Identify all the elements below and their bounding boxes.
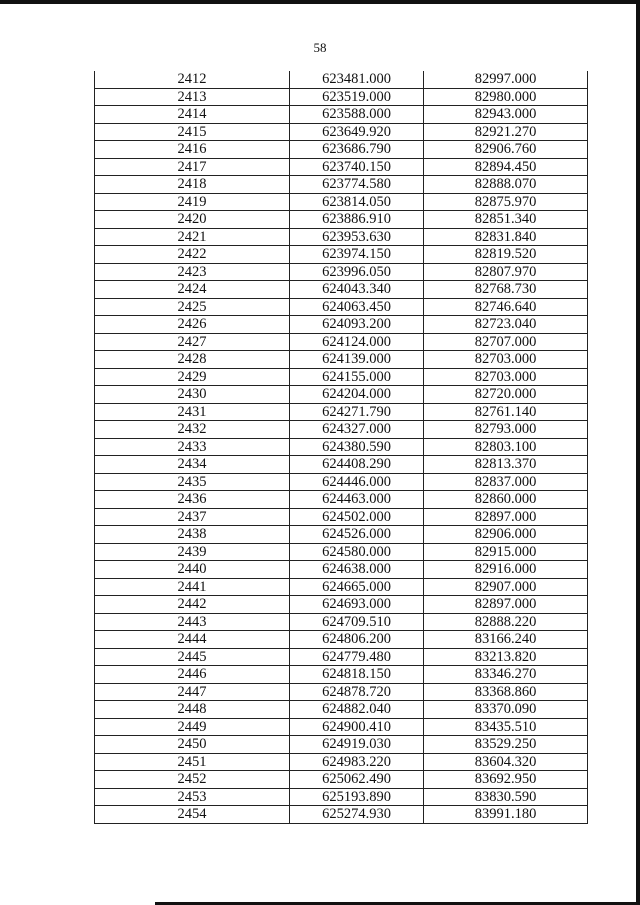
y-coordinate-cell: 83991.180: [424, 806, 588, 824]
point-number-cell: 2429: [95, 368, 290, 386]
x-coordinate-cell: 624693.000: [290, 596, 424, 614]
table-row: [95, 246, 588, 264]
point-number-cell: 2428: [95, 351, 290, 369]
x-coordinate-cell: 624063.450: [290, 298, 424, 316]
y-coordinate-cell: 82761.140: [424, 403, 588, 421]
point-number-cell: 2413: [95, 88, 290, 106]
table-row: [95, 281, 588, 299]
table-row: [95, 596, 588, 614]
y-coordinate-cell: 82851.340: [424, 211, 588, 229]
x-coordinate-cell: 624463.000: [290, 491, 424, 509]
x-coordinate-cell: 624709.510: [290, 613, 424, 631]
table-row: [95, 438, 588, 456]
table-row: [95, 123, 588, 141]
table-row: [95, 788, 588, 806]
x-coordinate-cell: 625274.930: [290, 806, 424, 824]
point-number-cell: 2424: [95, 281, 290, 299]
y-coordinate-cell: 82831.840: [424, 228, 588, 246]
point-number-cell: 2448: [95, 701, 290, 719]
table-row: [95, 71, 588, 88]
y-coordinate-cell: 82723.040: [424, 316, 588, 334]
y-coordinate-cell: 82888.220: [424, 613, 588, 631]
x-coordinate-cell: 624271.790: [290, 403, 424, 421]
x-coordinate-cell: 623886.910: [290, 211, 424, 229]
y-coordinate-cell: 83166.240: [424, 631, 588, 649]
y-coordinate-cell: 82803.100: [424, 438, 588, 456]
table-row: [95, 368, 588, 386]
y-coordinate-cell: 82906.760: [424, 141, 588, 159]
page-number: 58: [313, 40, 327, 55]
point-number-cell: 2425: [95, 298, 290, 316]
y-coordinate-cell: 82875.970: [424, 193, 588, 211]
table-row: [95, 771, 588, 789]
point-number-cell: 2417: [95, 158, 290, 176]
y-coordinate-cell: 83346.270: [424, 666, 588, 684]
point-number-cell: 2450: [95, 736, 290, 754]
x-coordinate-cell: 624155.000: [290, 368, 424, 386]
point-number-cell: 2436: [95, 491, 290, 509]
coordinates-table: [94, 71, 588, 824]
y-coordinate-cell: 82813.370: [424, 456, 588, 474]
point-number-cell: 2426: [95, 316, 290, 334]
table-row: [95, 193, 588, 211]
point-number-cell: 2440: [95, 561, 290, 579]
table-row: [95, 351, 588, 369]
point-number-cell: 2418: [95, 176, 290, 194]
point-number-cell: 2431: [95, 403, 290, 421]
x-coordinate-cell: 623740.150: [290, 158, 424, 176]
point-number-cell: 2438: [95, 526, 290, 544]
table-row: [95, 456, 588, 474]
x-coordinate-cell: 625062.490: [290, 771, 424, 789]
x-coordinate-cell: 624093.200: [290, 316, 424, 334]
x-coordinate-cell: 624043.340: [290, 281, 424, 299]
y-coordinate-cell: 83604.320: [424, 753, 588, 771]
point-number-cell: 2419: [95, 193, 290, 211]
table-row: [95, 631, 588, 649]
point-number-cell: 2446: [95, 666, 290, 684]
y-coordinate-cell: 82837.000: [424, 473, 588, 491]
x-coordinate-cell: 624502.000: [290, 508, 424, 526]
table-row: [95, 526, 588, 544]
y-coordinate-cell: 82888.070: [424, 176, 588, 194]
table-row: [95, 491, 588, 509]
y-coordinate-cell: 83370.090: [424, 701, 588, 719]
table-row: [95, 718, 588, 736]
table-row: [95, 648, 588, 666]
y-coordinate-cell: 83435.510: [424, 718, 588, 736]
point-number-cell: 2444: [95, 631, 290, 649]
y-coordinate-cell: 82907.000: [424, 578, 588, 596]
y-coordinate-cell: 82720.000: [424, 386, 588, 404]
table-row: [95, 211, 588, 229]
x-coordinate-cell: 624580.000: [290, 543, 424, 561]
y-coordinate-cell: 82746.640: [424, 298, 588, 316]
table-row: [95, 421, 588, 439]
table-row: [95, 298, 588, 316]
x-coordinate-cell: 624919.030: [290, 736, 424, 754]
point-number-cell: 2439: [95, 543, 290, 561]
x-coordinate-cell: 623588.000: [290, 106, 424, 124]
x-coordinate-cell: 624408.290: [290, 456, 424, 474]
x-coordinate-cell: 624806.200: [290, 631, 424, 649]
point-number-cell: 2454: [95, 806, 290, 824]
x-coordinate-cell: 623814.050: [290, 193, 424, 211]
point-number-cell: 2437: [95, 508, 290, 526]
point-number-cell: 2434: [95, 456, 290, 474]
point-number-cell: 2442: [95, 596, 290, 614]
y-coordinate-cell: 82980.000: [424, 88, 588, 106]
y-coordinate-cell: 82768.730: [424, 281, 588, 299]
y-coordinate-cell: 82915.000: [424, 543, 588, 561]
table-row: [95, 106, 588, 124]
point-number-cell: 2453: [95, 788, 290, 806]
y-coordinate-cell: 82916.000: [424, 561, 588, 579]
page-border-right: [636, 0, 640, 905]
point-number-cell: 2421: [95, 228, 290, 246]
y-coordinate-cell: 83368.860: [424, 683, 588, 701]
y-coordinate-cell: 82906.000: [424, 526, 588, 544]
point-number-cell: 2452: [95, 771, 290, 789]
table-row: [95, 613, 588, 631]
y-coordinate-cell: 82943.000: [424, 106, 588, 124]
x-coordinate-cell: 623519.000: [290, 88, 424, 106]
point-number-cell: 2420: [95, 211, 290, 229]
y-coordinate-cell: 82860.000: [424, 491, 588, 509]
point-number-cell: 2416: [95, 141, 290, 159]
table-row: [95, 158, 588, 176]
y-coordinate-cell: 82707.000: [424, 333, 588, 351]
y-coordinate-cell: 83529.250: [424, 736, 588, 754]
table-row: [95, 806, 588, 824]
x-coordinate-cell: 624139.000: [290, 351, 424, 369]
y-coordinate-cell: 82894.450: [424, 158, 588, 176]
table-row: [95, 473, 588, 491]
table-row: [95, 701, 588, 719]
y-coordinate-cell: 82793.000: [424, 421, 588, 439]
table-row: [95, 88, 588, 106]
x-coordinate-cell: 624900.410: [290, 718, 424, 736]
y-coordinate-cell: 82921.270: [424, 123, 588, 141]
table-row: [95, 228, 588, 246]
table-row: [95, 403, 588, 421]
y-coordinate-cell: 82897.000: [424, 596, 588, 614]
y-coordinate-cell: 82703.000: [424, 351, 588, 369]
table-row: [95, 543, 588, 561]
x-coordinate-cell: 624204.000: [290, 386, 424, 404]
table-row: [95, 316, 588, 334]
point-number-cell: 2415: [95, 123, 290, 141]
x-coordinate-cell: 624638.000: [290, 561, 424, 579]
x-coordinate-cell: 624779.480: [290, 648, 424, 666]
y-coordinate-cell: 82807.970: [424, 263, 588, 281]
point-number-cell: 2445: [95, 648, 290, 666]
table-row: [95, 683, 588, 701]
x-coordinate-cell: 624878.720: [290, 683, 424, 701]
x-coordinate-cell: 623974.150: [290, 246, 424, 264]
point-number-cell: 2443: [95, 613, 290, 631]
table-row: [95, 141, 588, 159]
point-number-cell: 2422: [95, 246, 290, 264]
point-number-cell: 2449: [95, 718, 290, 736]
point-number-cell: 2423: [95, 263, 290, 281]
x-coordinate-cell: 624327.000: [290, 421, 424, 439]
table-row: [95, 176, 588, 194]
y-coordinate-cell: 82819.520: [424, 246, 588, 264]
x-coordinate-cell: 623953.630: [290, 228, 424, 246]
y-coordinate-cell: 82997.000: [424, 71, 588, 88]
x-coordinate-cell: 624446.000: [290, 473, 424, 491]
table-row: [95, 508, 588, 526]
point-number-cell: 2435: [95, 473, 290, 491]
table-row: [95, 386, 588, 404]
point-number-cell: 2432: [95, 421, 290, 439]
x-coordinate-cell: 624665.000: [290, 578, 424, 596]
table-row: [95, 736, 588, 754]
point-number-cell: 2447: [95, 683, 290, 701]
y-coordinate-cell: 83692.950: [424, 771, 588, 789]
table-row: [95, 263, 588, 281]
point-number-cell: 2414: [95, 106, 290, 124]
point-number-cell: 2441: [95, 578, 290, 596]
point-number-cell: 2451: [95, 753, 290, 771]
x-coordinate-cell: 623481.000: [290, 71, 424, 88]
table-row: [95, 578, 588, 596]
x-coordinate-cell: 625193.890: [290, 788, 424, 806]
x-coordinate-cell: 623996.050: [290, 263, 424, 281]
x-coordinate-cell: 624380.590: [290, 438, 424, 456]
y-coordinate-cell: 83213.820: [424, 648, 588, 666]
point-number-cell: 2430: [95, 386, 290, 404]
x-coordinate-cell: 624526.000: [290, 526, 424, 544]
coordinates-table-body: [95, 71, 588, 823]
table-row: [95, 333, 588, 351]
table-row: [95, 561, 588, 579]
x-coordinate-cell: 623774.580: [290, 176, 424, 194]
table-row: [95, 666, 588, 684]
x-coordinate-cell: 624882.040: [290, 701, 424, 719]
y-coordinate-cell: 82897.000: [424, 508, 588, 526]
x-coordinate-cell: 624983.220: [290, 753, 424, 771]
point-number-cell: 2427: [95, 333, 290, 351]
point-number-cell: 2412: [95, 71, 290, 88]
x-coordinate-cell: 623649.920: [290, 123, 424, 141]
x-coordinate-cell: 624818.150: [290, 666, 424, 684]
page-border-top: [0, 0, 640, 4]
table-row: [95, 753, 588, 771]
x-coordinate-cell: 623686.790: [290, 141, 424, 159]
x-coordinate-cell: 624124.000: [290, 333, 424, 351]
point-number-cell: 2433: [95, 438, 290, 456]
y-coordinate-cell: 82703.000: [424, 368, 588, 386]
y-coordinate-cell: 83830.590: [424, 788, 588, 806]
